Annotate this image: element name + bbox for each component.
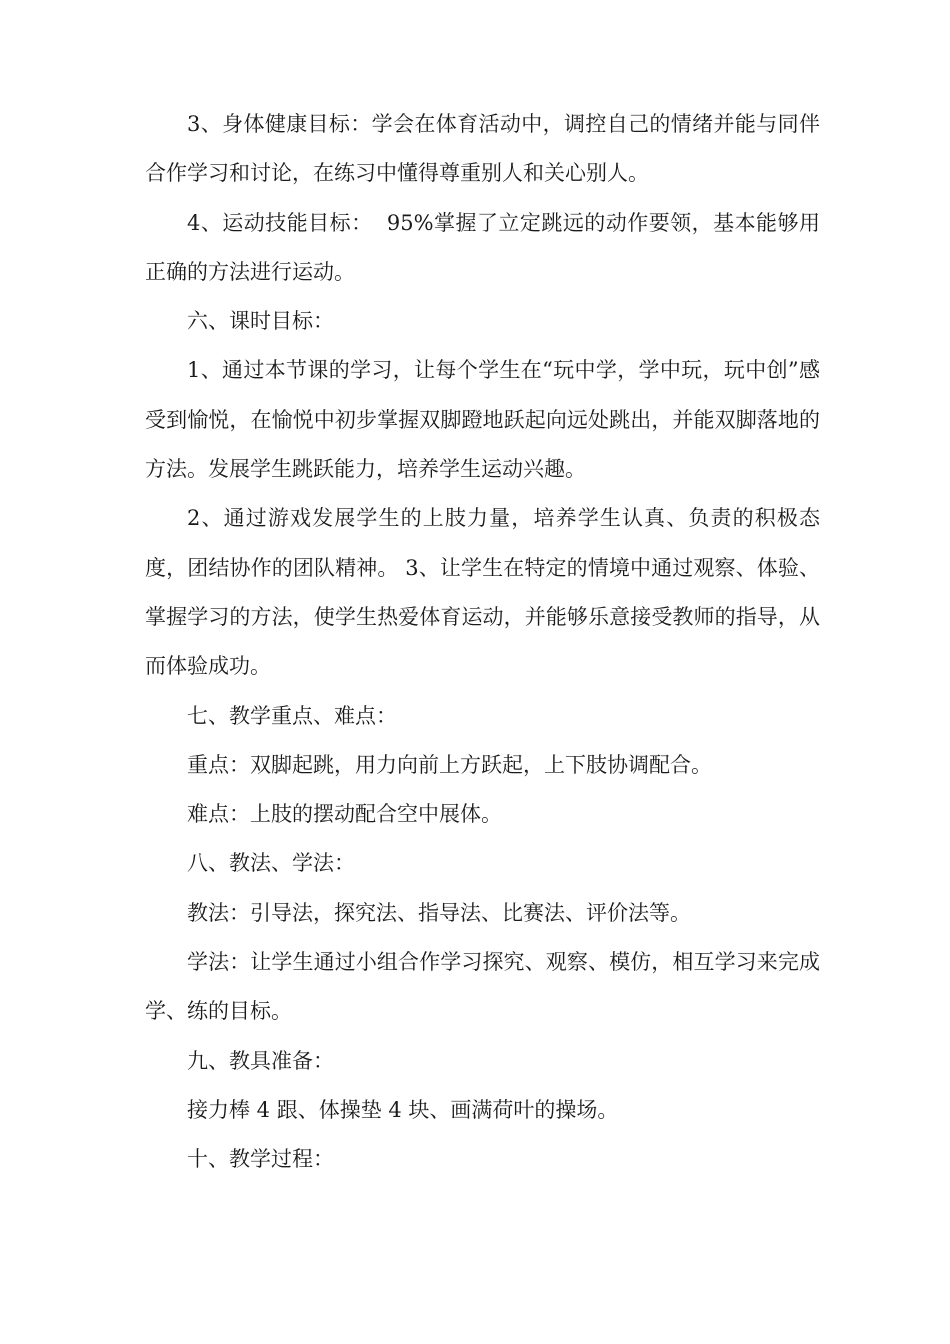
paragraph-learning-methods: 学法：让学生通过小组合作学习探究、观察、模仿，相互学习来完成学、练的目标。: [145, 950, 820, 1024]
heading-lesson-goals: 六、课时目标：: [187, 309, 334, 334]
document-body: [145, 100, 820, 1185]
paragraph-health-goal: 3、身体健康目标：学会在体育活动中，调控自己的情绪并能与同伴合作学习和讨论，在练习中懂得尊重别人和关心别人。: [145, 112, 820, 186]
paragraph-skill-goal: 4、运动技能目标： 95%掌握了立定跳远的动作要领，基本能够用正确的方法进行运动。: [145, 210, 820, 284]
heading-teaching-process: 十、教学过程：: [187, 1147, 334, 1172]
paragraph-lesson-goal-1: 1、通过本节课的学习，让每个学生在“玩中学，学中玩，玩中创”感受到愉悦，在愉悦中初步掌握双脚蹬地跃起向远处跳出，并能双脚落地的方法。发展学生跳跃能力，培养学生运动兴趣。: [145, 358, 820, 482]
heading-key-difficult-points: 七、教学重点、难点：: [187, 703, 397, 728]
paragraph-difficult-point: 难点：上肢的摆动配合空中展体。: [187, 802, 502, 827]
paragraph-key-point: 重点：双脚起跳，用力向前上方跃起，上下肢协调配合。: [187, 752, 712, 777]
heading-teaching-learning-methods: 八、教法、学法：: [187, 851, 355, 876]
paragraph-teaching-methods: 教法：引导法，探究法、指导法、比赛法、评价法等。: [187, 900, 691, 925]
paragraph-lesson-goal-2-3: 2、通过游戏发展学生的上肢力量，培养学生认真、负责的积极态度，团结协作的团队精神。 3、让学生在特定的情境中通过观察、体验、掌握学习的方法，使学生热爱体育运动，并能够乐意接受教师的指导，从而体验成功。: [145, 506, 820, 679]
heading-teaching-aids: 九、教具准备：: [187, 1048, 334, 1073]
paragraph-teaching-aids: 接力棒 4 跟、体操垫 4 块、画满荷叶的操场。: [187, 1097, 619, 1122]
